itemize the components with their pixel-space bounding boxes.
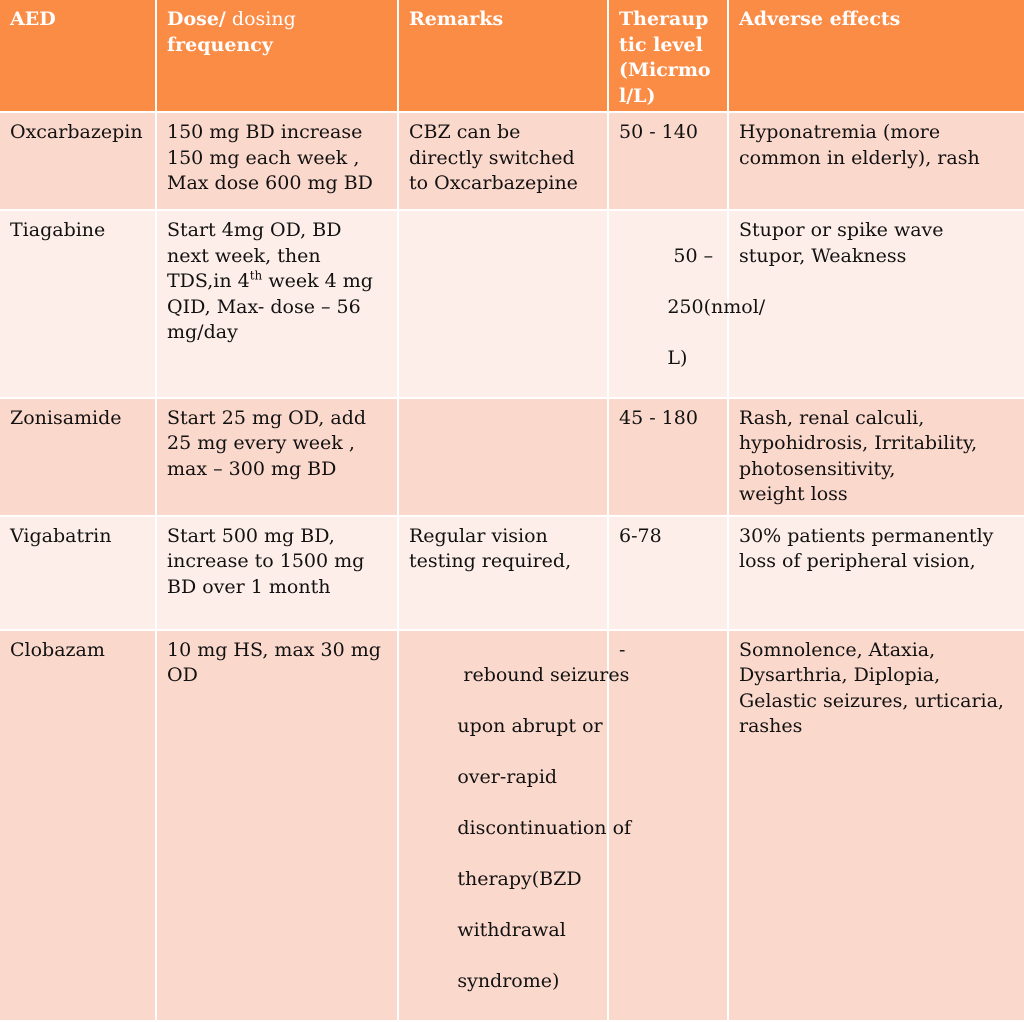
header-remarks [399, 0, 609, 113]
ordinal-suffix: th [250, 269, 263, 283]
level-line: - [619, 639, 625, 661]
dose-line: Max dose 600 mg BD [167, 172, 373, 194]
dose-line: week 4 mg [262, 270, 373, 292]
remarks-line: Regular vision [409, 525, 548, 547]
adverse-line: 30% patients permanently [739, 525, 993, 547]
remarks-line: withdrawal [457, 919, 565, 941]
drug-name: Tiagabine [10, 219, 105, 241]
cell-dose [157, 211, 399, 399]
table-row [0, 631, 1024, 1022]
cell-adverse [729, 399, 1024, 517]
remarks-line: upon abrupt or [457, 715, 602, 737]
level-line: 50 – [667, 245, 713, 267]
cell-adverse [729, 517, 1024, 631]
dose-line: 25 mg every week , [167, 432, 355, 454]
header-dose [157, 0, 399, 113]
dose-line: Start 500 mg BD, [167, 525, 335, 547]
remarks-line: directly switched [409, 147, 575, 169]
cell-remarks [399, 211, 609, 399]
cell-dose [157, 631, 399, 1022]
dose-line: BD over 1 month [167, 576, 330, 598]
header-dose-line2: frequency [167, 34, 273, 56]
dose-line: TDS,in 4 [167, 270, 250, 292]
dose-line: mg/day [167, 321, 238, 343]
dose-line: next week, then [167, 245, 321, 267]
header-row [0, 0, 1024, 113]
adverse-line: Rash, renal calculi, [739, 407, 924, 429]
cell-level [609, 211, 729, 399]
dose-line: 150 mg BD increase [167, 121, 362, 143]
level-line: 6-78 [619, 525, 662, 547]
header-level-line4: l/L) [619, 85, 656, 107]
header-level-line2: tic level [619, 34, 703, 56]
header-adverse [729, 0, 1024, 113]
cell-level [609, 113, 729, 211]
dose-line: OD [167, 664, 198, 686]
header-remarks-label: Remarks [409, 8, 503, 30]
adverse-line: weight loss [739, 483, 848, 505]
dose-line: increase to 1500 mg [167, 550, 364, 572]
header-aed [0, 0, 157, 113]
level-line: 50 - 140 [619, 121, 698, 143]
adverse-line: photosensitivity, [739, 458, 895, 480]
cell-adverse [729, 211, 1024, 399]
remarks-line: CBZ can be [409, 121, 520, 143]
cell-level [609, 399, 729, 517]
header-adverse-label: Adverse effects [739, 8, 900, 30]
dose-line: max – 300 mg BD [167, 458, 336, 480]
cell-aed [0, 211, 157, 399]
adverse-line: hypohidrosis, Irritability, [739, 432, 977, 454]
dose-line: 10 mg HS, max 30 mg [167, 639, 381, 661]
header-level-line1: Theraup [619, 8, 708, 30]
remarks-line: rebound seizures [457, 664, 629, 686]
header-dose-bold: Dose/ [167, 8, 226, 30]
header-dose-light: dosing [226, 8, 296, 30]
drug-name: Clobazam [10, 639, 105, 661]
adverse-line: common in elderly), rash [739, 147, 980, 169]
header-aed-label: AED [10, 8, 56, 30]
table-row [0, 113, 1024, 211]
table-row [0, 211, 1024, 399]
table-row [0, 399, 1024, 517]
remarks-line: therapy(BZD [457, 868, 581, 890]
dose-line: QID, Max- dose – 56 [167, 296, 361, 318]
remarks-line: discontinuation of [457, 817, 631, 839]
adverse-line: Dysarthria, Diplopia, [739, 664, 940, 686]
level-line: L) [667, 347, 687, 369]
drug-name: Zonisamide [10, 407, 122, 429]
adverse-line: Gelastic seizures, urticaria, [739, 690, 1004, 712]
adverse-line: Hyponatremia (more [739, 121, 940, 143]
remarks-line: over-rapid [457, 766, 557, 788]
adverse-line: rashes [739, 715, 802, 737]
cell-dose [157, 113, 399, 211]
cell-aed [0, 399, 157, 517]
drug-name: Oxcarbazepin [10, 121, 143, 143]
drug-name: Vigabatrin [10, 525, 111, 547]
cell-adverse [729, 113, 1024, 211]
level-line: 250(nmol/ [667, 296, 765, 318]
adverse-line: loss of peripheral vision, [739, 550, 976, 572]
cell-adverse [729, 631, 1024, 1022]
header-level-line3: (Micrmo [619, 59, 711, 81]
cell-aed [0, 113, 157, 211]
level-line: 45 - 180 [619, 407, 698, 429]
cell-remarks [399, 631, 609, 1022]
dose-line: 150 mg each week , [167, 147, 359, 169]
remarks-line: syndrome) [457, 970, 559, 992]
adverse-line: Somnolence, Ataxia, [739, 639, 935, 661]
cell-remarks [399, 113, 609, 211]
adverse-line: Stupor or spike wave [739, 219, 944, 241]
cell-level [609, 517, 729, 631]
remarks-line: to Oxcarbazepine [409, 172, 578, 194]
adverse-line: stupor, Weakness [739, 245, 906, 267]
cell-aed [0, 517, 157, 631]
dose-line: Start 25 mg OD, add [167, 407, 366, 429]
table-row [0, 517, 1024, 631]
header-level [609, 0, 729, 113]
remarks-line: testing required, [409, 550, 571, 572]
cell-dose [157, 517, 399, 631]
cell-remarks [399, 517, 609, 631]
cell-aed [0, 631, 157, 1022]
dose-line: Start 4mg OD, BD [167, 219, 341, 241]
cell-dose [157, 399, 399, 517]
cell-remarks [399, 399, 609, 517]
